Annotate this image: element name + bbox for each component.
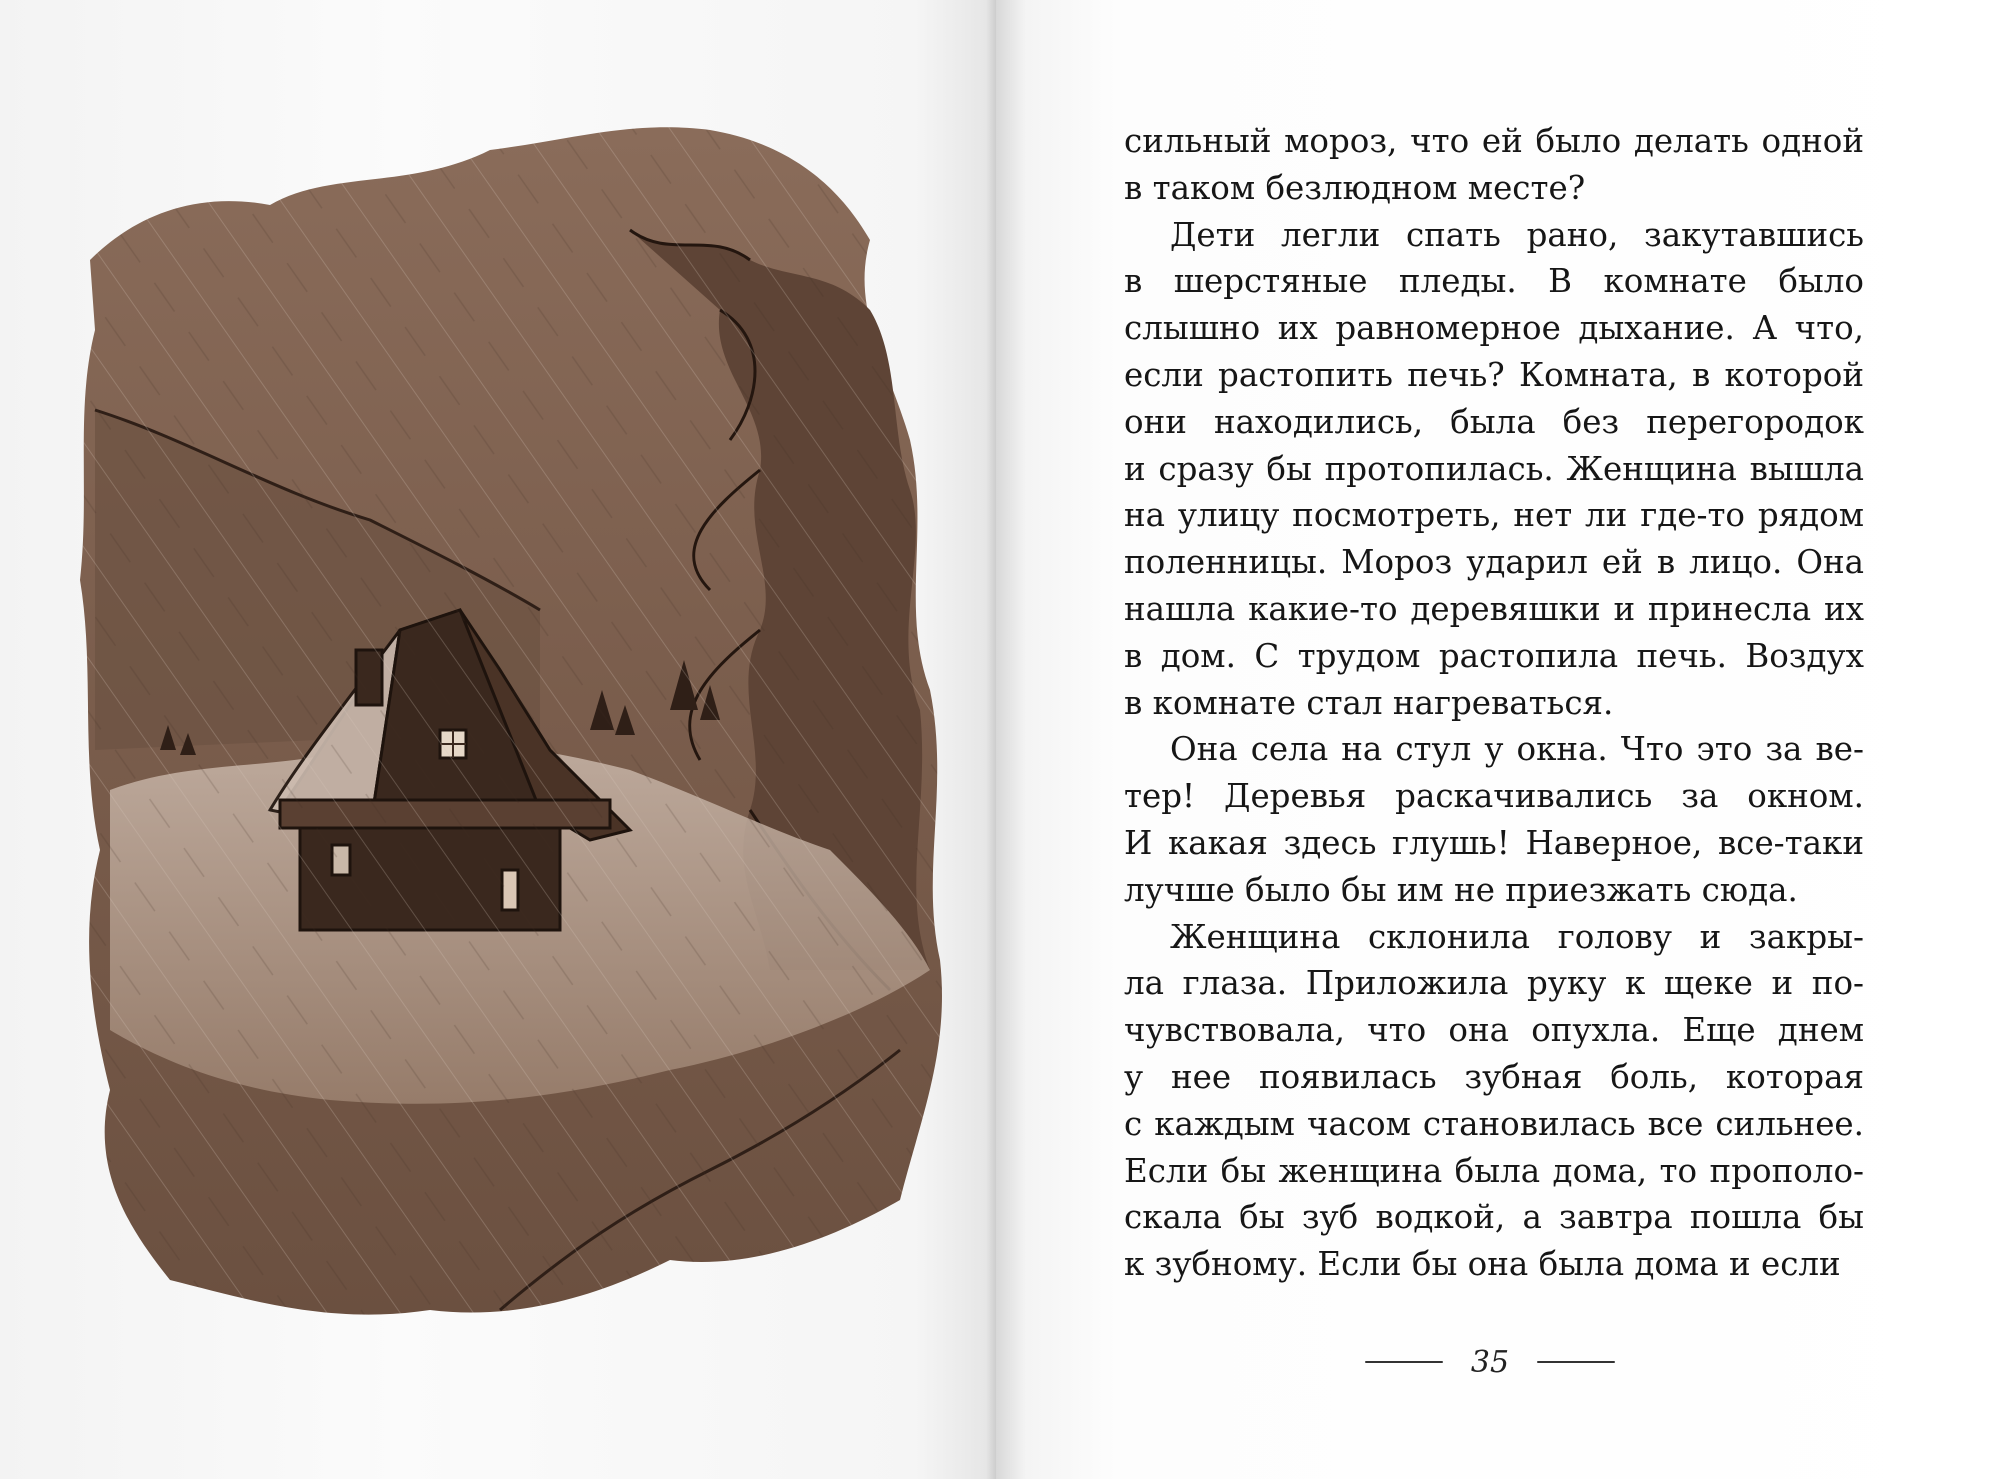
- text-line: нашла какие-то деревяшки и принесла их: [1124, 589, 1864, 628]
- text-line: в дом. С трудом растопила печь. Воздух: [1124, 636, 1864, 675]
- text-line: в таком безлюдном месте?: [1124, 168, 1586, 207]
- text-line: Дети легли спать рано, закутавшись: [1170, 215, 1864, 254]
- text-line: Если бы женщина была дома, то прополо-: [1124, 1151, 1864, 1190]
- rain-overlay: [80, 127, 942, 1314]
- paragraph: [1124, 212, 1864, 727]
- text-line: на улицу посмотреть, нет ли где-то рядом: [1124, 496, 1864, 535]
- text-line: если растопить печь? Комната, в которой: [1124, 355, 1864, 394]
- text-line: к зубному. Если бы она была дома и если: [1124, 1245, 1841, 1284]
- text-line: Она села на стул у окна. Что это за ве-: [1170, 730, 1864, 769]
- text-line: чувствовала, что она опухла. Еще днем: [1124, 1011, 1864, 1050]
- text-line: поленницы. Мороз ударил ей в лицо. Она: [1124, 543, 1864, 582]
- paragraph: [1124, 914, 1864, 1288]
- text-line: И какая здесь глушь! Наверное, все-таки: [1124, 823, 1864, 862]
- paragraph: [1124, 726, 1864, 913]
- body-text: [1124, 118, 1864, 1288]
- text-line: ла глаза. Приложила руку к щеке и по-: [1124, 964, 1864, 1003]
- text-line: в шерстяные пледы. В комнате было: [1124, 262, 1864, 301]
- illustration-svg: [70, 110, 950, 1340]
- text-line: у нее появилась зубная боль, которая: [1124, 1057, 1864, 1096]
- page-number: 35: [1470, 1344, 1510, 1380]
- text-line: слышно их равномерное дыхание. А что,: [1124, 309, 1864, 348]
- left-page: [0, 0, 996, 1479]
- text-line: с каждым часом становилась все сильнее.: [1124, 1104, 1864, 1143]
- folio-rule-left: [1365, 1361, 1443, 1363]
- sepia-illustration-house-in-storm: [70, 110, 950, 1340]
- text-line: они находились, была без перегородок: [1124, 402, 1864, 441]
- folio-rule-right: [1537, 1361, 1615, 1363]
- text-line: сильный мороз, что ей было делать одной: [1124, 122, 1864, 160]
- text-line: скала бы зуб водкой, а завтра пошла бы: [1124, 1198, 1864, 1237]
- text-line: в комнате стал нагреваться.: [1124, 683, 1614, 722]
- page-number-footer: [1350, 1342, 1630, 1382]
- text-line: Женщина склонила голову и закры-: [1170, 917, 1864, 956]
- text-line: тер! Деревья раскачивались за окном.: [1124, 777, 1864, 816]
- paragraph: [1124, 118, 1864, 212]
- text-line: и сразу бы протопилась. Женщина вышла: [1124, 449, 1864, 488]
- text-line: лучше было бы им не приезжать сюда.: [1124, 870, 1798, 909]
